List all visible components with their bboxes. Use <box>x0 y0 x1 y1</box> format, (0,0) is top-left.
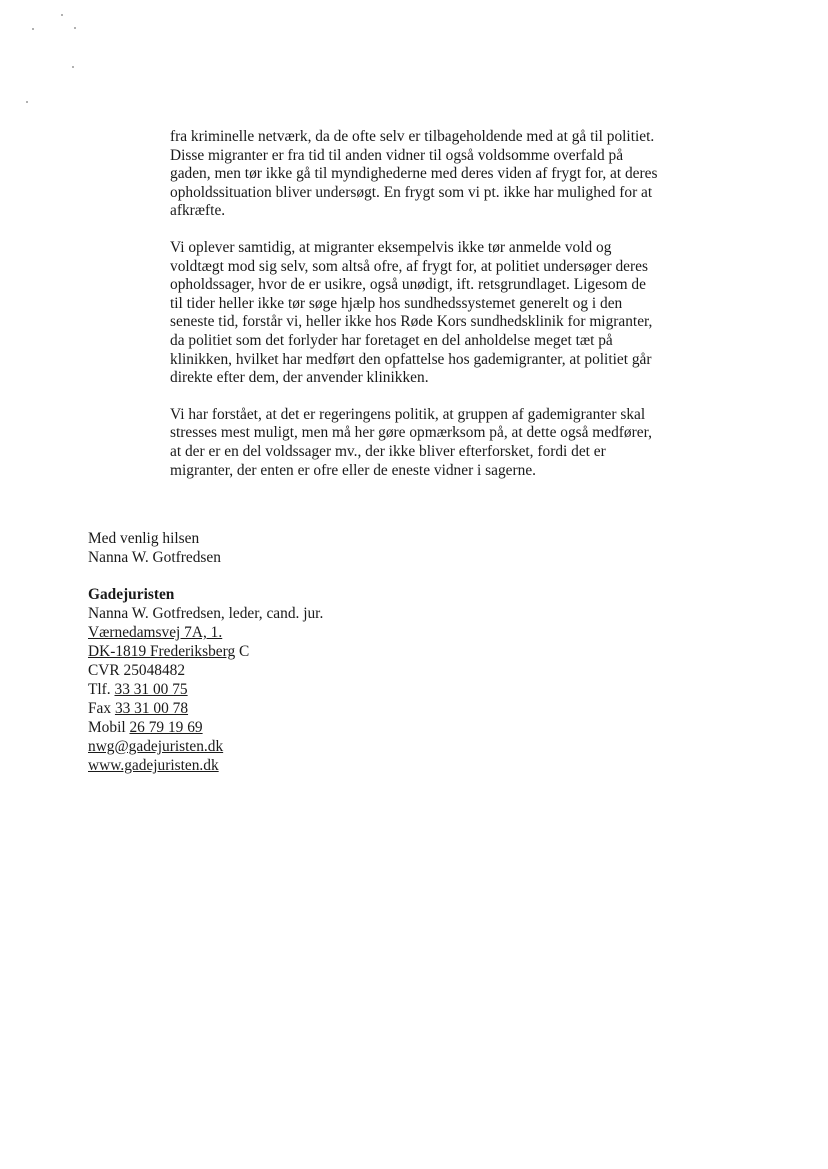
letter-closing <box>88 529 221 567</box>
organization-name: Gadejuristen <box>88 586 175 603</box>
scan-speck <box>26 101 28 103</box>
fax-label: Fax <box>88 700 115 717</box>
scan-speck <box>32 28 34 30</box>
organization-block <box>88 585 323 775</box>
phone-link[interactable]: 33 31 00 75 <box>114 681 188 698</box>
website-link[interactable]: www.gadejuristen.dk <box>88 757 219 774</box>
address-city-link[interactable]: DK-1819 Frederiksberg <box>88 643 236 660</box>
email-link[interactable]: nwg@gadejuristen.dk <box>88 738 224 755</box>
letter-paragraph-3: Vi har forstået, at det er regeringens politik, at gruppen af gademigranter skal stresses mest muligt, men må her gøre opmærksom på, at dette også medfører, at der er en del voldssager mv., der ikke bliver efterforsket, fordi det er migranter, der enten er ofre eller de eneste vidner i sagerne. <box>170 405 652 479</box>
letter-paragraph-1: fra kriminelle netværk, da de ofte selv er tilbageholdende med at gå til politiet. Disse migranter er fra tid til anden vidner til også voldsomme overfald på gaden, men tør ikke gå til myndighederne med deres viden af frygt for, at deres opholdssituation bliver undersøgt. En frygt som vi pt. ikke har mulighed for at afkræfte. <box>170 128 658 220</box>
mobile-link[interactable]: 26 79 19 69 <box>129 719 203 736</box>
address-city-suffix: C <box>235 643 250 660</box>
fax-link[interactable]: 33 31 00 78 <box>114 700 189 717</box>
organization-role-line: Nanna W. Gotfredsen, leder, cand. jur. <box>88 605 324 622</box>
closing-salutation: Med venlig hilsen <box>88 530 200 547</box>
letter-body <box>170 128 660 498</box>
scan-speck <box>74 27 76 29</box>
scan-speck <box>72 66 74 68</box>
address-street-link[interactable]: Værnedamsvej 7A, 1. <box>88 624 223 641</box>
closing-signer: Nanna W. Gotfredsen <box>88 549 221 566</box>
organization-cvr: CVR 25048482 <box>88 662 186 679</box>
phone-label: Tlf. <box>88 681 115 698</box>
mobile-label: Mobil <box>88 719 130 736</box>
letter-paragraph-2: Vi oplever samtidig, at migranter eksempelvis ikke tør anmelde vold og voldtægt mod sig selv, som altså ofre, af frygt for, at politiet undersøger deres opholdssager, hvor de er usikre, også unødigt, ift. retsgrundlaget. Ligesom de til tider heller ikke tør søge hjælp hos sundhedssystemet generelt og i den seneste tid, forstår vi, heller ikke hos Røde Kors sundhedsklinik for migranter, da politiet som det forlyder har foretaget en del anholdelse meget tæt på klinikken, hvilket har medført den opfattelse hos gademigranter, at politiet går direkte efter dem, der anvender klinikken. <box>170 238 653 387</box>
scan-speck <box>61 14 63 16</box>
